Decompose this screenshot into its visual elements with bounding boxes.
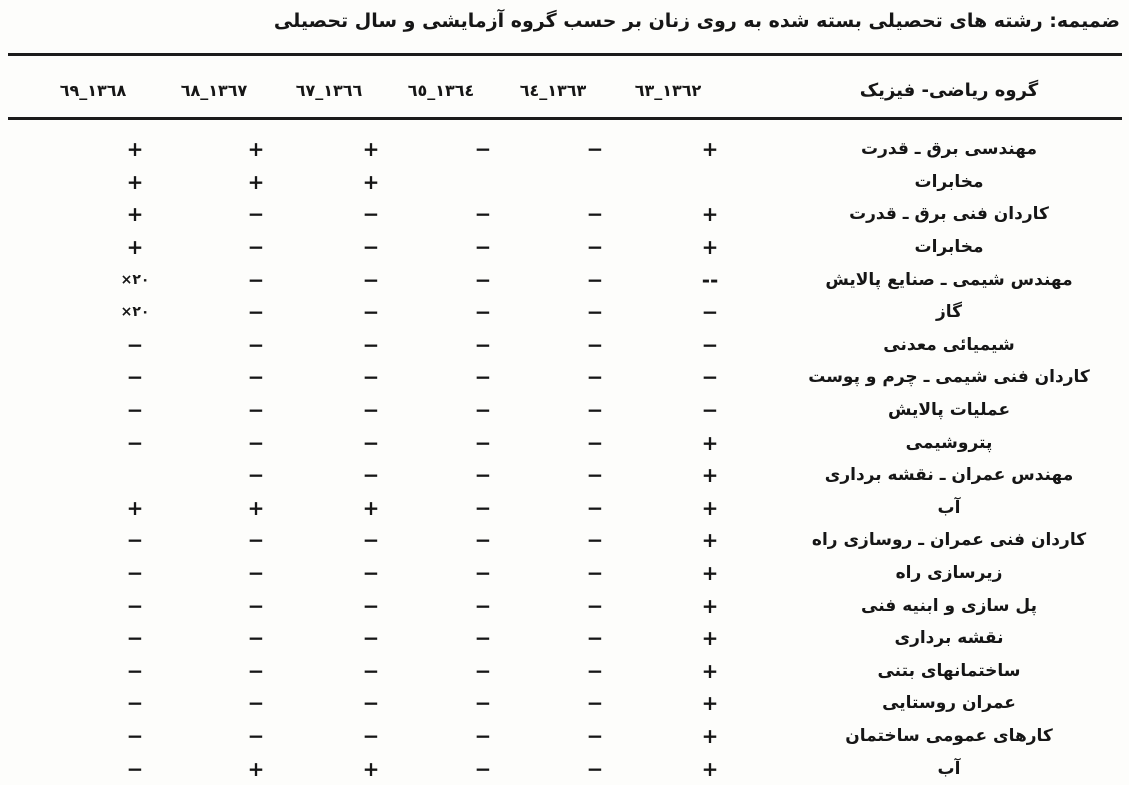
field-label: پتروشیمی bbox=[905, 432, 993, 453]
field-label: آب bbox=[937, 497, 961, 518]
document-title: ضمیمه: رشته های تحصیلی بسته شده به روی زنان بر حسب گروه آزمایشی و سال تحصیلی bbox=[273, 10, 1120, 32]
mark-cell: − bbox=[474, 561, 492, 586]
horizontal-rule-top bbox=[8, 53, 1122, 56]
mark-cell: − bbox=[586, 365, 604, 390]
mark-cell: − bbox=[126, 723, 144, 748]
mark-cell: − bbox=[586, 235, 604, 260]
field-label: ساختمانهای بتنی bbox=[877, 660, 1021, 681]
mark-cell: − bbox=[362, 235, 380, 260]
mark-cell: − bbox=[701, 398, 719, 423]
table-row bbox=[0, 394, 1129, 427]
table-row bbox=[0, 231, 1129, 264]
table-row bbox=[0, 655, 1129, 688]
mark-cell: − bbox=[126, 430, 144, 455]
mark-cell: − bbox=[362, 723, 380, 748]
mark-cell: − bbox=[247, 332, 265, 357]
mark-cell: − bbox=[362, 593, 380, 618]
mark-cell: + bbox=[701, 495, 719, 520]
field-label: مهندس عمران ـ نقشه برداری bbox=[824, 465, 1074, 486]
mark-cell: + bbox=[701, 137, 719, 162]
mark-cell: − bbox=[247, 365, 265, 390]
mark-cell: − bbox=[126, 658, 144, 683]
mark-cell: − bbox=[586, 756, 604, 781]
mark-cell: − bbox=[586, 463, 604, 488]
mark-cell: − bbox=[474, 691, 492, 716]
mark-cell: + bbox=[701, 202, 719, 227]
table-row bbox=[0, 198, 1129, 231]
mark-cell: − bbox=[247, 561, 265, 586]
mark-cell: + bbox=[126, 169, 144, 194]
mark-cell: − bbox=[701, 332, 719, 357]
mark-cell: − bbox=[362, 561, 380, 586]
mark-cell: − bbox=[474, 626, 492, 651]
mark-cell: − bbox=[247, 267, 265, 292]
mark-cell: − bbox=[586, 691, 604, 716]
mark-cell: + bbox=[247, 137, 265, 162]
mark-cell: + bbox=[247, 495, 265, 520]
mark-cell: + bbox=[126, 495, 144, 520]
field-label: نقشه برداری bbox=[894, 628, 1004, 649]
year-column-header: ١٣٦٦_٦٧ bbox=[295, 80, 363, 100]
mark-cell: + bbox=[701, 528, 719, 553]
mark-cell: − bbox=[126, 398, 144, 423]
mark-cell: − bbox=[474, 593, 492, 618]
mark-cell: − bbox=[126, 593, 144, 618]
mark-cell: − bbox=[586, 332, 604, 357]
mark-cell: − bbox=[247, 430, 265, 455]
mark-cell: − bbox=[247, 528, 265, 553]
mark-cell: − bbox=[474, 463, 492, 488]
mark-cell: − bbox=[247, 202, 265, 227]
field-label: زیرسازی راه bbox=[895, 563, 1003, 584]
field-label: کارهای عمومی ساختمان bbox=[845, 725, 1053, 746]
mark-cell: + bbox=[701, 235, 719, 260]
mark-cell: − bbox=[474, 658, 492, 683]
table-row bbox=[0, 361, 1129, 394]
mark-cell: − bbox=[474, 202, 492, 227]
field-label: شیمیائی معدنی bbox=[883, 334, 1015, 355]
table-row bbox=[0, 720, 1129, 753]
mark-cell: + bbox=[701, 626, 719, 651]
year-column-header: ١٣٦٨_٦٩ bbox=[59, 80, 127, 100]
mark-cell: − bbox=[362, 365, 380, 390]
mark-cell: − bbox=[586, 626, 604, 651]
mark-cell: + bbox=[701, 430, 719, 455]
mark-cell: − bbox=[247, 723, 265, 748]
mark-cell: + bbox=[701, 756, 719, 781]
mark-cell: − bbox=[586, 137, 604, 162]
horizontal-rule-header bbox=[8, 117, 1122, 120]
mark-cell: − bbox=[362, 463, 380, 488]
year-column-header: ١٣٦٣_٦٤ bbox=[519, 80, 587, 100]
mark-cell: − bbox=[126, 332, 144, 357]
mark-cell: + bbox=[247, 756, 265, 781]
mark-cell: + bbox=[701, 593, 719, 618]
mark-cell: − bbox=[362, 528, 380, 553]
year-column-header: ١٣٦٢_٦٣ bbox=[634, 80, 702, 100]
mark-cell: + bbox=[247, 169, 265, 194]
mark-cell: − bbox=[474, 300, 492, 325]
field-label: مخابرات bbox=[914, 171, 984, 192]
mark-cell: − bbox=[126, 756, 144, 781]
year-column-header: ١٣٦٤_٦٥ bbox=[407, 80, 475, 100]
mark-cell: − bbox=[474, 137, 492, 162]
mark-cell: -- bbox=[701, 267, 719, 292]
mark-cell: − bbox=[474, 332, 492, 357]
mark-cell: + bbox=[362, 495, 380, 520]
table-row bbox=[0, 459, 1129, 492]
mark-cell: − bbox=[247, 463, 265, 488]
table-row bbox=[0, 296, 1129, 329]
field-label: کاردان فنی شیمی ـ چرم و پوست bbox=[808, 367, 1090, 388]
mark-cell: − bbox=[362, 202, 380, 227]
mark-cell: + bbox=[701, 463, 719, 488]
mark-cell: + bbox=[126, 137, 144, 162]
field-label: پل سازی و ابنیه فنی bbox=[861, 595, 1037, 616]
table-row bbox=[0, 133, 1129, 166]
column-header-group: گروه ریاضی- فیزیک bbox=[859, 79, 1039, 101]
field-label: کاردان فنی عمران ـ روسازی راه bbox=[811, 530, 1087, 551]
table-header-row bbox=[0, 68, 1129, 112]
mark-cell: − bbox=[474, 756, 492, 781]
mark-cell: + bbox=[362, 137, 380, 162]
mark-cell: − bbox=[247, 235, 265, 260]
mark-cell: + bbox=[701, 658, 719, 683]
mark-cell: − bbox=[586, 723, 604, 748]
mark-cell: − bbox=[586, 528, 604, 553]
mark-cell: + bbox=[701, 723, 719, 748]
mark-cell: + bbox=[362, 756, 380, 781]
table-row bbox=[0, 492, 1129, 525]
mark-cell: − bbox=[126, 561, 144, 586]
mark-cell: − bbox=[362, 398, 380, 423]
table-row bbox=[0, 687, 1129, 720]
mark-cell: − bbox=[362, 626, 380, 651]
mark-cell: − bbox=[474, 430, 492, 455]
mark-cell: − bbox=[586, 495, 604, 520]
field-label: آب bbox=[937, 758, 961, 779]
table-row bbox=[0, 622, 1129, 655]
table-row bbox=[0, 263, 1129, 296]
mark-cell: − bbox=[247, 658, 265, 683]
mark-cell: + bbox=[362, 169, 380, 194]
field-label: عملیات پالایش bbox=[887, 400, 1011, 421]
field-label: مخابرات bbox=[914, 237, 984, 258]
field-label: عمران روستایی bbox=[882, 693, 1016, 714]
mark-cell: − bbox=[586, 593, 604, 618]
mark-cell: − bbox=[247, 691, 265, 716]
field-label: مهندسی برق ـ قدرت bbox=[861, 139, 1037, 160]
mark-cell: − bbox=[474, 365, 492, 390]
mark-cell: ×٢٠ bbox=[120, 271, 150, 288]
mark-cell: − bbox=[126, 691, 144, 716]
table-body bbox=[0, 133, 1129, 785]
mark-cell: − bbox=[701, 300, 719, 325]
mark-cell: − bbox=[362, 658, 380, 683]
field-label: مهندس شیمی ـ صنایع پالایش bbox=[825, 269, 1073, 290]
table-row bbox=[0, 426, 1129, 459]
mark-cell: − bbox=[362, 332, 380, 357]
mark-cell: + bbox=[701, 691, 719, 716]
mark-cell: − bbox=[247, 398, 265, 423]
mark-cell: + bbox=[126, 202, 144, 227]
mark-cell: − bbox=[126, 528, 144, 553]
mark-cell: − bbox=[586, 267, 604, 292]
field-label: گاز bbox=[935, 302, 963, 323]
mark-cell: − bbox=[474, 398, 492, 423]
mark-cell: ×٢٠ bbox=[120, 304, 150, 321]
table-row bbox=[0, 524, 1129, 557]
mark-cell: − bbox=[126, 365, 144, 390]
mark-cell: + bbox=[701, 561, 719, 586]
mark-cell: − bbox=[586, 398, 604, 423]
mark-cell: − bbox=[586, 300, 604, 325]
mark-cell: − bbox=[586, 430, 604, 455]
mark-cell: − bbox=[247, 593, 265, 618]
table-row bbox=[0, 329, 1129, 362]
mark-cell: − bbox=[586, 202, 604, 227]
mark-cell: − bbox=[474, 235, 492, 260]
mark-cell: − bbox=[474, 528, 492, 553]
mark-cell: − bbox=[247, 300, 265, 325]
mark-cell: − bbox=[362, 300, 380, 325]
table-row bbox=[0, 589, 1129, 622]
mark-cell: + bbox=[126, 235, 144, 260]
table-row bbox=[0, 557, 1129, 590]
mark-cell: − bbox=[362, 430, 380, 455]
mark-cell: − bbox=[362, 691, 380, 716]
table-row bbox=[0, 166, 1129, 199]
mark-cell: − bbox=[362, 267, 380, 292]
mark-cell: − bbox=[126, 626, 144, 651]
mark-cell: − bbox=[474, 723, 492, 748]
mark-cell: − bbox=[586, 561, 604, 586]
mark-cell: − bbox=[474, 267, 492, 292]
mark-cell: − bbox=[701, 365, 719, 390]
mark-cell: − bbox=[474, 495, 492, 520]
mark-cell: − bbox=[247, 626, 265, 651]
mark-cell: − bbox=[586, 658, 604, 683]
field-label: کاردان فنی برق ـ قدرت bbox=[849, 204, 1049, 225]
year-column-header: ١٣٦٧_٦٨ bbox=[180, 80, 248, 100]
table-row bbox=[0, 752, 1129, 785]
